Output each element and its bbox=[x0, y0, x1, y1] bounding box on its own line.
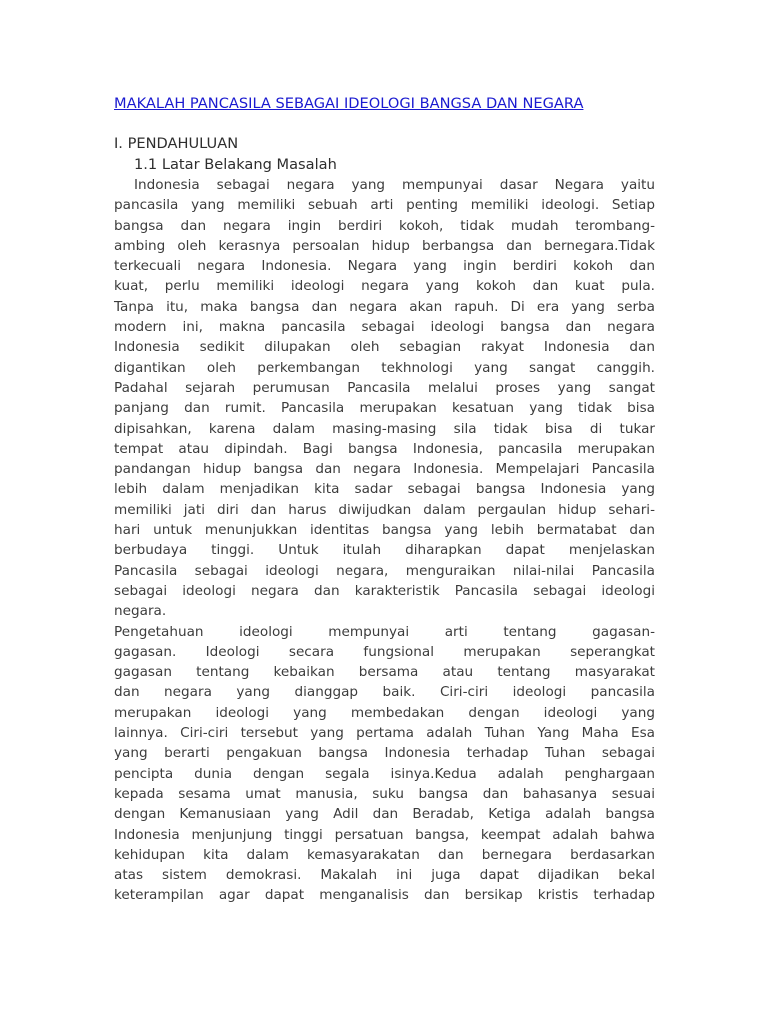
text-line: memiliki jati diri dan harus diwijudkan dalam pergaulan hidup sehari- bbox=[114, 501, 655, 518]
text-line: panjang dan rumit. Pancasila merupakan kesatuan yang tidak bisa bbox=[114, 400, 655, 417]
text-line: kuat, perlu memiliki ideologi negara yang kokoh dan kuat pula. bbox=[114, 278, 655, 295]
text-line: pencipta dunia dengan segala isinya.Kedua adalah penghargaan bbox=[114, 765, 655, 782]
text-line: modern ini, makna pancasila sebagai ideologi bangsa dan negara bbox=[114, 319, 655, 336]
text-line: Tanpa itu, maka bangsa dan negara akan rapuh. Di era yang serba bbox=[114, 298, 655, 315]
paragraph-2 bbox=[114, 622, 655, 906]
text-line: kepada sesama umat manusia, suku bangsa dan bahasanya sesuai bbox=[114, 785, 655, 802]
text-line: sebagai ideologi negara dan karakteristik Pancasila sebagai ideologi bbox=[114, 582, 655, 599]
text-line: berbudaya tinggi. Untuk itulah diharapkan dapat menjelaskan bbox=[114, 542, 655, 559]
subsection-heading: 1.1 Latar Belakang Masalah bbox=[134, 156, 337, 173]
text-line: lainnya. Ciri-ciri tersebut yang pertama adalah Tuhan Yang Maha Esa bbox=[114, 725, 655, 742]
text-line: hari untuk menunjukkan identitas bangsa yang lebih bermatabat dan bbox=[114, 522, 655, 539]
text-line: Indonesia sebagai negara yang mempunyai dasar Negara yaitu bbox=[134, 177, 655, 193]
text-line: ambing oleh kerasnya persoalan hidup berbangsa dan bernegara.Tidak bbox=[114, 237, 655, 254]
text-line: tempat atau dipindah. Bagi bangsa Indonesia, pancasila merupakan bbox=[114, 440, 655, 457]
text-line: gagasan tentang kebaikan bersama atau tentang masyarakat bbox=[114, 664, 655, 681]
text-line: Pancasila sebagai ideologi negara, menguraikan nilai-nilai Pancasila bbox=[114, 562, 655, 579]
text-line: yang berarti pengakuan bangsa Indonesia terhadap Tuhan sebagai bbox=[114, 745, 655, 762]
text-line: bangsa dan negara ingin berdiri kokoh, tidak mudah terombang- bbox=[114, 217, 655, 234]
text-line: dan negara yang dianggap baik. Ciri-ciri ideologi pancasila bbox=[114, 684, 655, 701]
paragraph-1 bbox=[114, 175, 655, 622]
document-title: MAKALAH PANCASILA SEBAGAI IDEOLOGI BANGSA DAN NEGARA bbox=[114, 95, 584, 112]
text-line: keterampilan agar dapat menganalisis dan bersikap kristis terhadap bbox=[114, 887, 655, 904]
text-line: merupakan ideologi yang membedakan dengan ideologi yang bbox=[114, 704, 655, 721]
text-line: negara. bbox=[114, 603, 167, 620]
text-line: pandangan hidup bangsa dan negara Indonesia. Mempelajari Pancasila bbox=[114, 461, 655, 478]
text-line: kehidupan kita dalam kemasyarakatan dan bernegara berdasarkan bbox=[114, 846, 655, 863]
text-line: Padahal sejarah perumusan Pancasila melalui proses yang sangat bbox=[114, 379, 655, 396]
body-text bbox=[114, 175, 655, 906]
text-line: Indonesia menjunjung tinggi persatuan bangsa, keempat adalah bahwa bbox=[114, 826, 655, 843]
text-line: atas sistem demokrasi. Makalah ini juga dapat dijadikan bekal bbox=[114, 867, 655, 884]
text-line: digantikan oleh perkembangan tekhnologi yang sangat canggih. bbox=[114, 359, 655, 376]
text-line: pancasila yang memiliki sebuah arti penting memiliki ideologi. Setiap bbox=[114, 197, 655, 214]
text-line: dipisahkan, karena dalam masing-masing sila tidak bisa di tukar bbox=[114, 420, 655, 437]
text-line: lebih dalam menjadikan kita sadar sebagai bangsa Indonesia yang bbox=[114, 481, 655, 498]
section-heading: I. PENDAHULUAN bbox=[114, 135, 239, 152]
text-line: terkecuali negara Indonesia. Negara yang ingin berdiri kokoh dan bbox=[114, 258, 655, 275]
text-line: Pengetahuan ideologi mempunyai arti tentang gagasan- bbox=[114, 623, 655, 640]
text-line: gagasan. Ideologi secara fungsional merupakan seperangkat bbox=[114, 643, 655, 660]
text-line: Indonesia sedikit dilupakan oleh sebagian rakyat Indonesia dan bbox=[114, 339, 655, 356]
text-line: dengan Kemanusiaan yang Adil dan Beradab, Ketiga adalah bangsa bbox=[114, 806, 655, 823]
